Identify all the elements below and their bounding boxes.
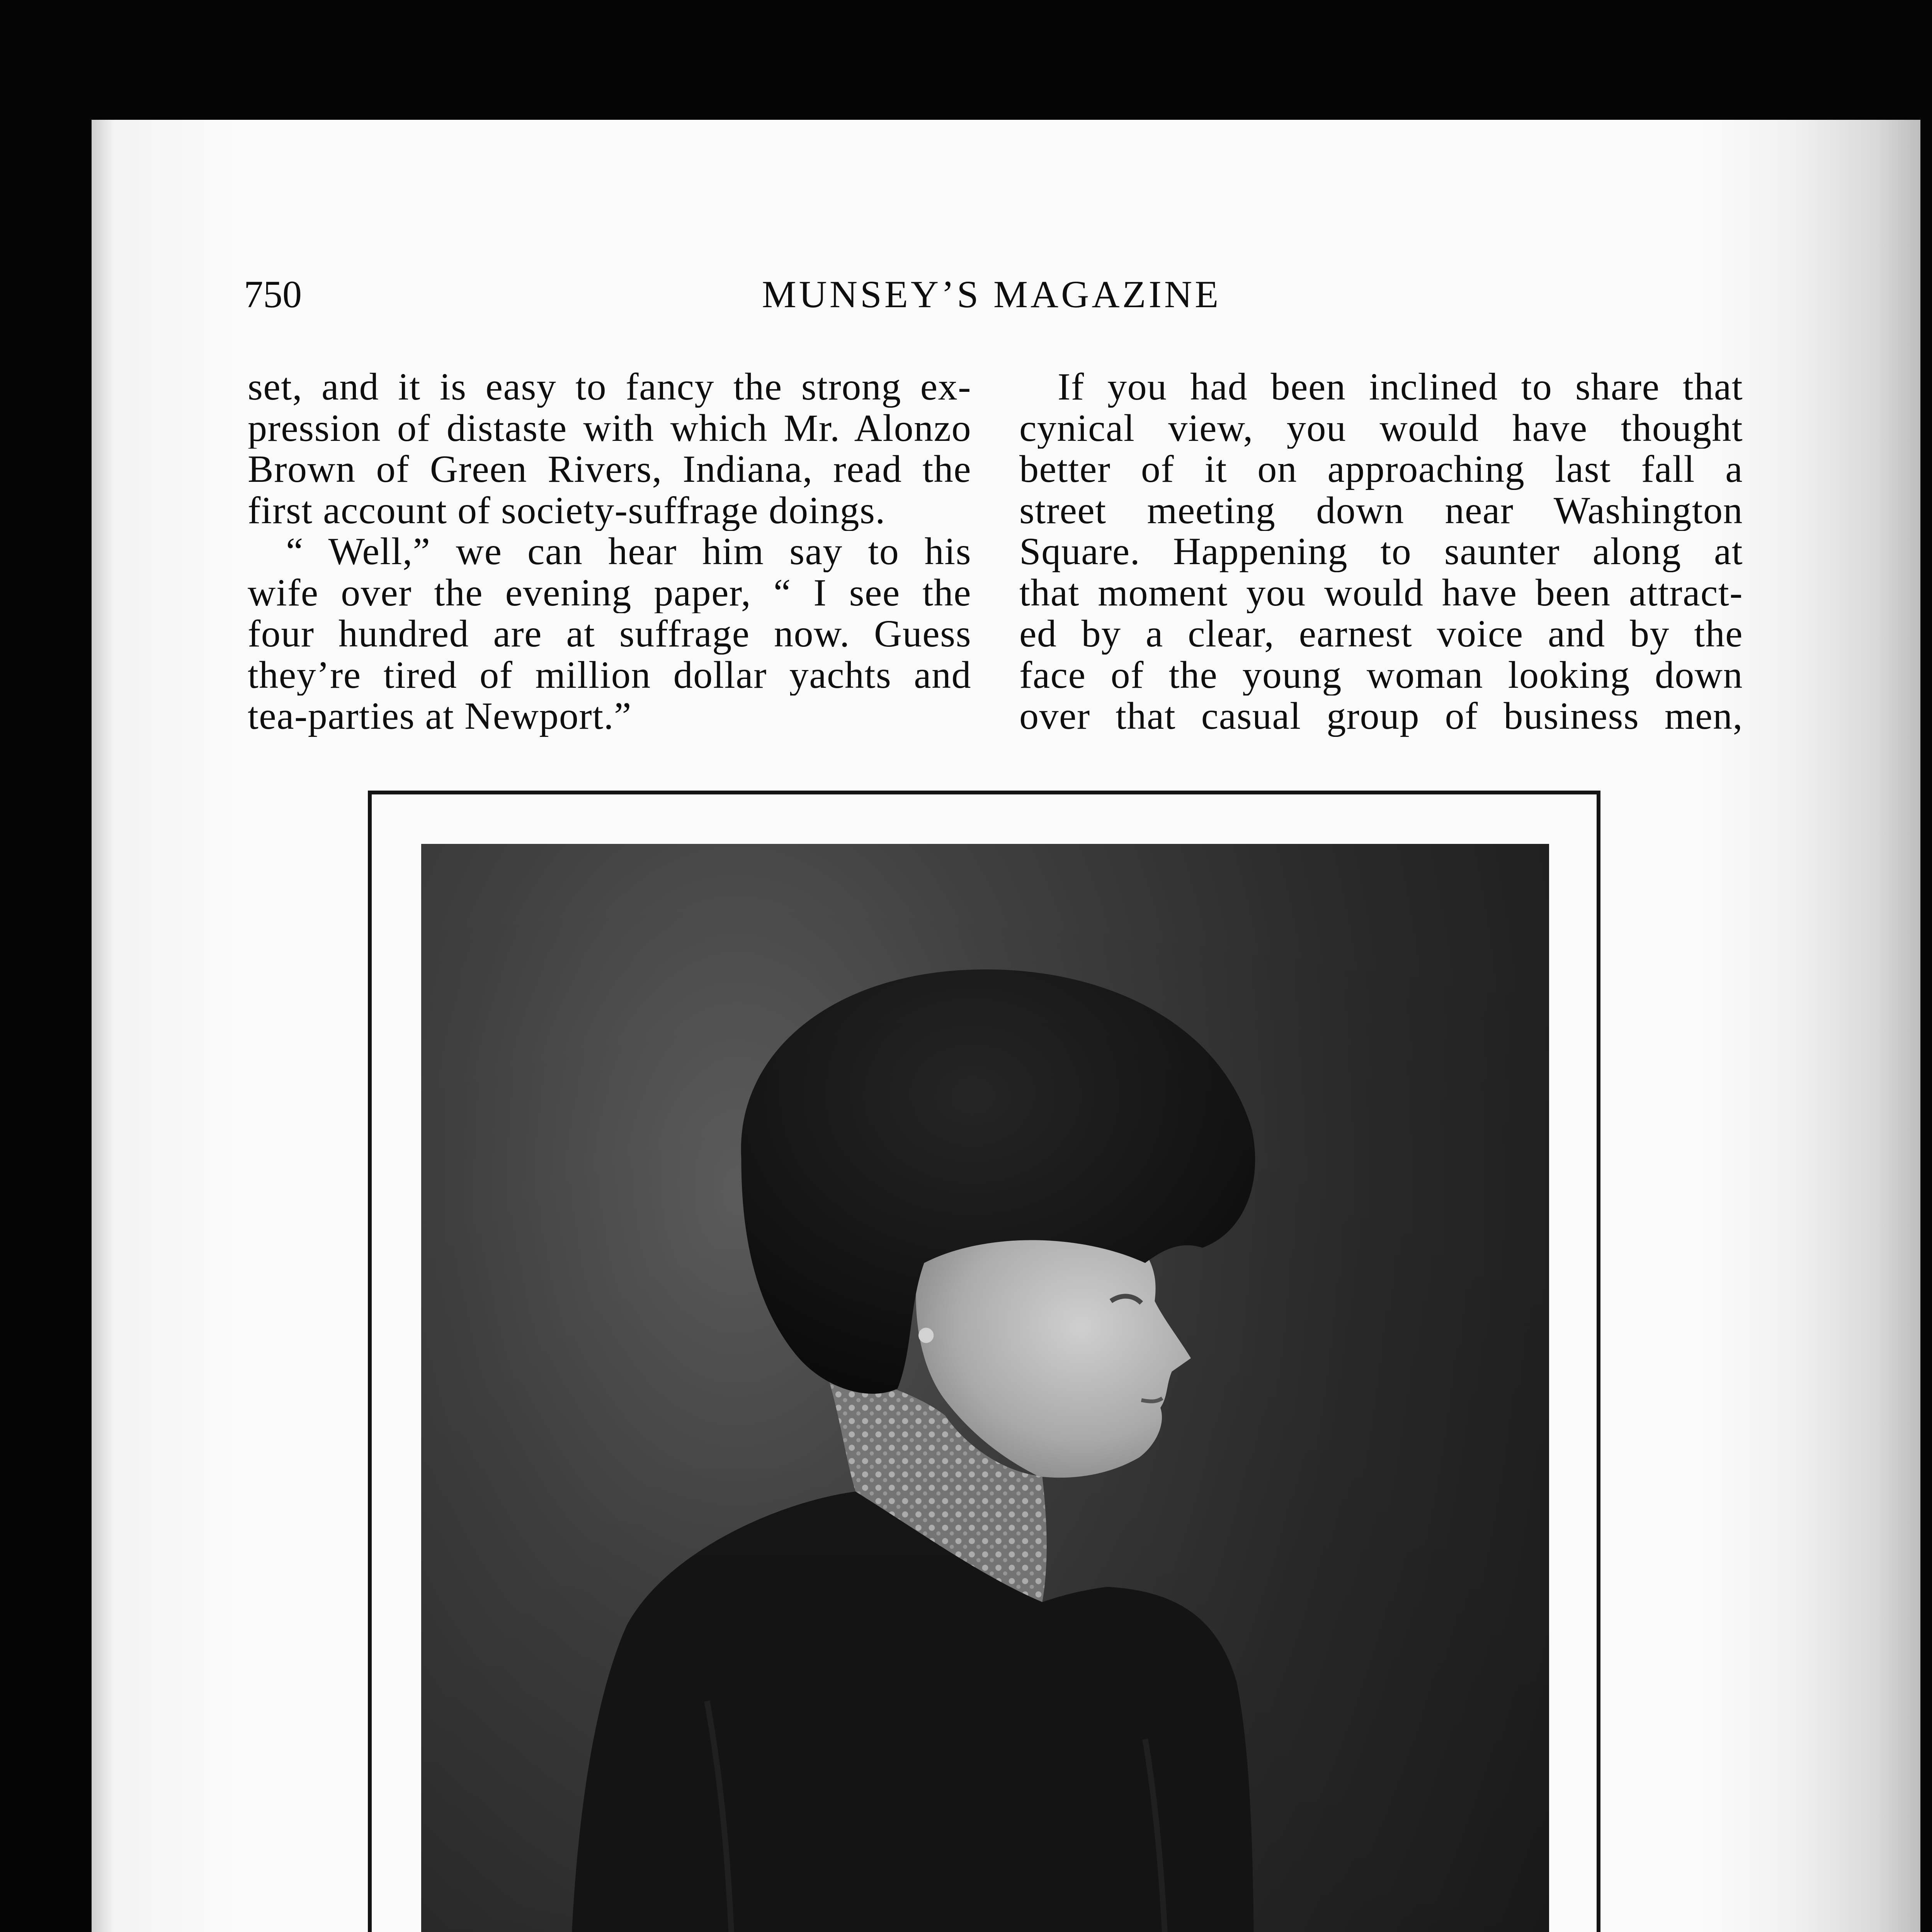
text-line: four hundred are at suffrage now. Guess bbox=[248, 613, 971, 655]
text-line: wife over the evening paper, “ I see the bbox=[248, 572, 971, 613]
left-column bbox=[248, 366, 971, 737]
text-line: better of it on approaching last fall a bbox=[1019, 449, 1743, 490]
portrait-vignette bbox=[421, 844, 1549, 1932]
text-line: over that casual group of business men, bbox=[1019, 696, 1743, 737]
right-column bbox=[1019, 366, 1743, 737]
page-number: 750 bbox=[244, 273, 302, 316]
text-line: cynical view, you would have thought bbox=[1019, 407, 1743, 449]
text-line: set, and it is easy to fancy the strong ex- bbox=[248, 366, 971, 408]
text-line: Brown of Green Rivers, Indiana, read the bbox=[248, 449, 971, 490]
text-line: ed by a clear, earnest voice and by the bbox=[1019, 613, 1743, 655]
text-line: tea-parties at Newport.” bbox=[248, 696, 632, 737]
running-title: MUNSEY’S MAGAZINE bbox=[762, 273, 1221, 316]
portrait-photo bbox=[421, 844, 1549, 1932]
portrait-illustration bbox=[421, 844, 1549, 1932]
text-line: first account of society-suffrage doings. bbox=[248, 490, 886, 531]
text-line: pression of distaste with which Mr. Alonzo bbox=[248, 407, 971, 449]
text-line: “ Well,” we can hear him say to his bbox=[286, 531, 971, 572]
text-line: they’re tired of million dollar yachts and bbox=[248, 654, 971, 696]
text-line: If you had been inclined to share that bbox=[1058, 366, 1743, 408]
text-line: street meeting down near Washington bbox=[1019, 490, 1743, 531]
text-line: that moment you would have been attract- bbox=[1019, 572, 1743, 613]
text-line: Square. Happening to saunter along at bbox=[1019, 531, 1743, 572]
text-line: face of the young woman looking down bbox=[1019, 654, 1743, 696]
